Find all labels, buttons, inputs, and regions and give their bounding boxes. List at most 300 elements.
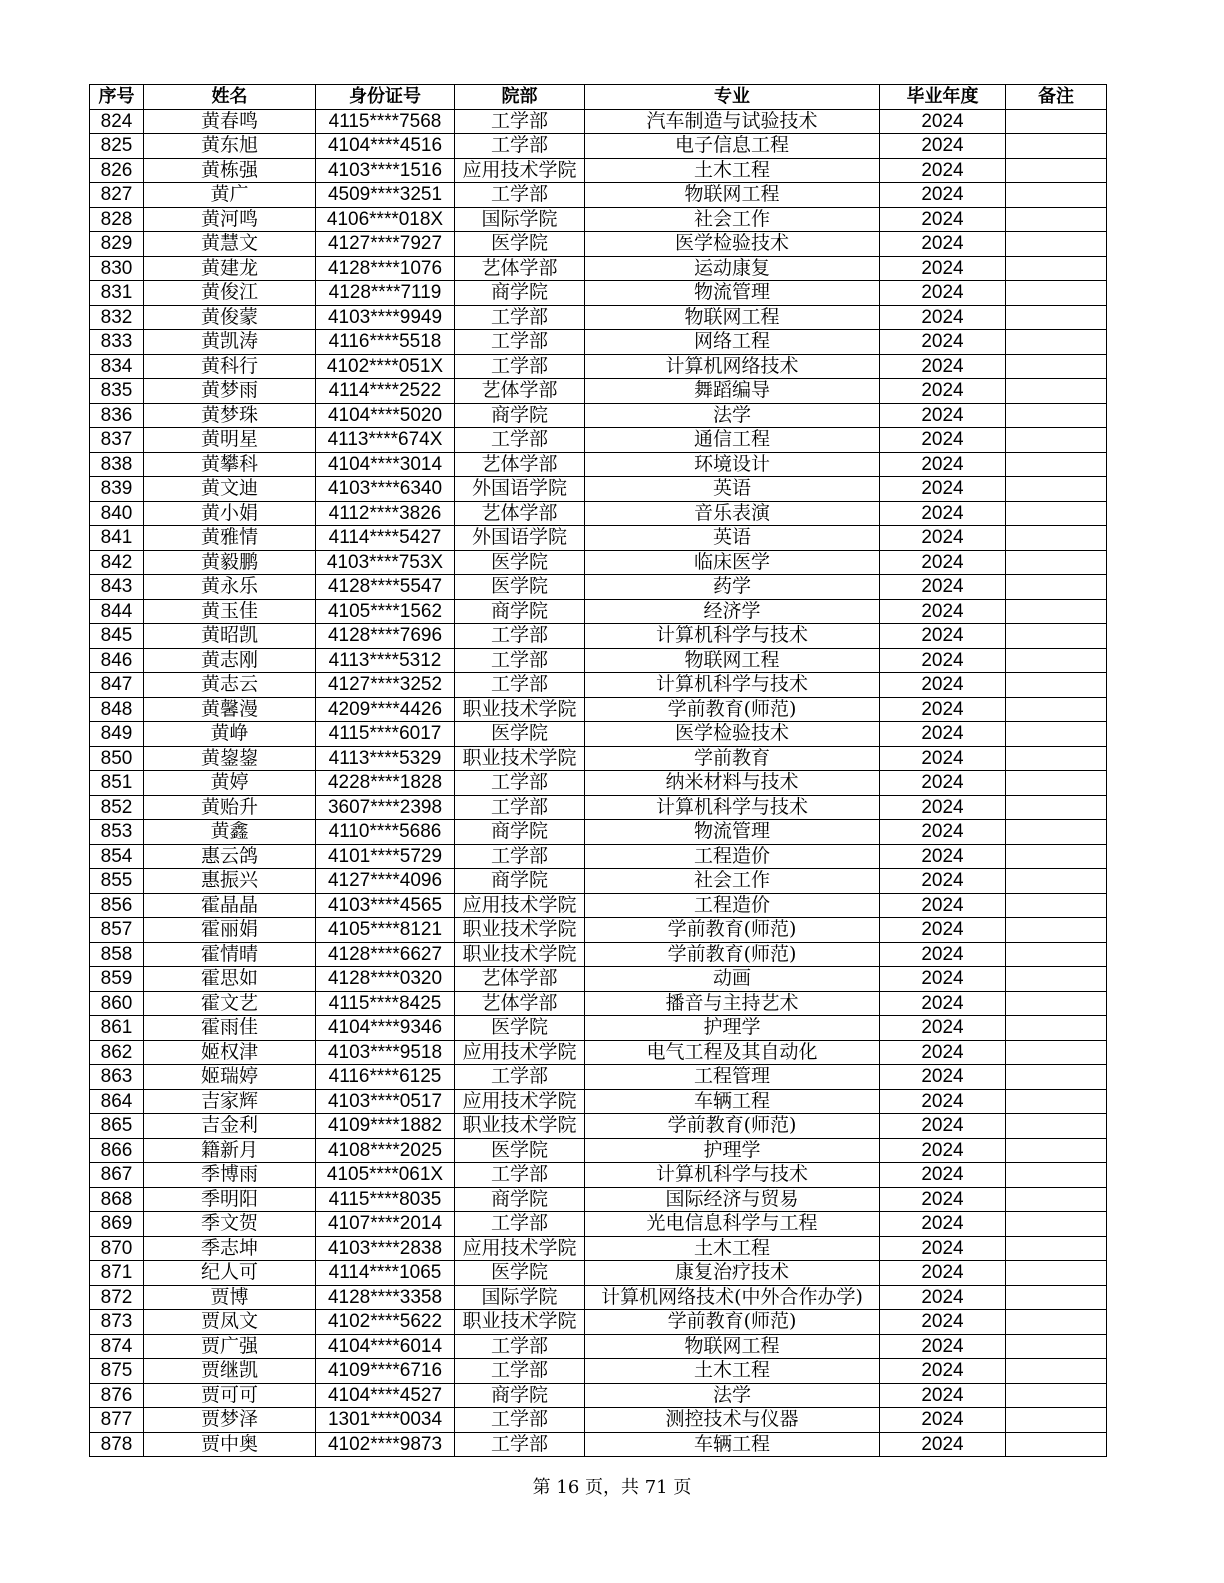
cell-index: 829 — [90, 232, 144, 257]
cell-index: 850 — [90, 746, 144, 771]
cell-department: 应用技术学院 — [455, 158, 585, 183]
cell-index: 830 — [90, 256, 144, 281]
cell-major: 计算机科学与技术 — [585, 673, 880, 698]
cell-index: 844 — [90, 599, 144, 624]
cell-graduation-year: 2024 — [880, 893, 1006, 918]
header-remarks: 备注 — [1006, 85, 1107, 110]
cell-graduation-year: 2024 — [880, 967, 1006, 992]
cell-graduation-year: 2024 — [880, 1236, 1006, 1261]
cell-department: 国际学院 — [455, 1285, 585, 1310]
cell-graduation-year: 2024 — [880, 550, 1006, 575]
cell-remarks — [1006, 1040, 1107, 1065]
cell-department: 职业技术学院 — [455, 697, 585, 722]
cell-remarks — [1006, 820, 1107, 845]
cell-remarks — [1006, 575, 1107, 600]
cell-department: 商学院 — [455, 820, 585, 845]
cell-index: 837 — [90, 428, 144, 453]
cell-remarks — [1006, 1334, 1107, 1359]
cell-id-number: 4128****7119 — [316, 281, 455, 306]
cell-name: 姬权津 — [144, 1040, 316, 1065]
cell-major: 计算机科学与技术 — [585, 795, 880, 820]
cell-major: 英语 — [585, 526, 880, 551]
cell-remarks — [1006, 281, 1107, 306]
cell-department: 工学部 — [455, 624, 585, 649]
cell-graduation-year: 2024 — [880, 109, 1006, 134]
cell-index: 878 — [90, 1432, 144, 1457]
cell-major: 社会工作 — [585, 207, 880, 232]
cell-remarks — [1006, 844, 1107, 869]
cell-name: 吉金利 — [144, 1114, 316, 1139]
cell-remarks — [1006, 624, 1107, 649]
cell-id-number: 4128****6627 — [316, 942, 455, 967]
cell-name: 贾中奥 — [144, 1432, 316, 1457]
cell-remarks — [1006, 869, 1107, 894]
cell-department: 应用技术学院 — [455, 1236, 585, 1261]
table-row — [90, 1138, 1107, 1163]
cell-name: 黄俊蒙 — [144, 305, 316, 330]
cell-id-number: 4109****6716 — [316, 1359, 455, 1384]
cell-remarks — [1006, 550, 1107, 575]
cell-major: 计算机网络技术 — [585, 354, 880, 379]
page-footer: 第 16 页，共 71 页 — [532, 1477, 692, 1498]
cell-department: 商学院 — [455, 403, 585, 428]
header-graduation-year: 毕业年度 — [880, 85, 1006, 110]
cell-id-number: 4115****6017 — [316, 722, 455, 747]
cell-graduation-year: 2024 — [880, 526, 1006, 551]
cell-remarks — [1006, 452, 1107, 477]
cell-name: 黄明星 — [144, 428, 316, 453]
cell-major: 播音与主持艺术 — [585, 991, 880, 1016]
table-row — [90, 1065, 1107, 1090]
cell-graduation-year: 2024 — [880, 158, 1006, 183]
cell-department: 医学院 — [455, 1261, 585, 1286]
cell-name: 黄鋆鋆 — [144, 746, 316, 771]
cell-remarks — [1006, 232, 1107, 257]
cell-name: 黄凯涛 — [144, 330, 316, 355]
cell-graduation-year: 2024 — [880, 256, 1006, 281]
cell-major: 医学检验技术 — [585, 722, 880, 747]
cell-remarks — [1006, 1285, 1107, 1310]
cell-name: 黄婷 — [144, 771, 316, 796]
cell-major: 社会工作 — [585, 869, 880, 894]
cell-remarks — [1006, 1236, 1107, 1261]
cell-department: 工学部 — [455, 1334, 585, 1359]
cell-name: 季明阳 — [144, 1187, 316, 1212]
cell-remarks — [1006, 1383, 1107, 1408]
table-row — [90, 967, 1107, 992]
cell-id-number: 4104****5020 — [316, 403, 455, 428]
cell-major: 临床医学 — [585, 550, 880, 575]
cell-graduation-year: 2024 — [880, 1089, 1006, 1114]
cell-remarks — [1006, 207, 1107, 232]
cell-major: 护理学 — [585, 1016, 880, 1041]
cell-name: 黄毅鹏 — [144, 550, 316, 575]
cell-index: 832 — [90, 305, 144, 330]
table-header-row — [90, 85, 1107, 110]
cell-graduation-year: 2024 — [880, 403, 1006, 428]
cell-major: 土木工程 — [585, 158, 880, 183]
table-row — [90, 820, 1107, 845]
table-row — [90, 795, 1107, 820]
cell-index: 847 — [90, 673, 144, 698]
cell-name: 黄俊江 — [144, 281, 316, 306]
table-row — [90, 183, 1107, 208]
cell-graduation-year: 2024 — [880, 1432, 1006, 1457]
cell-major: 法学 — [585, 403, 880, 428]
cell-index: 824 — [90, 109, 144, 134]
cell-department: 应用技术学院 — [455, 1089, 585, 1114]
cell-major: 药学 — [585, 575, 880, 600]
cell-major: 纳米材料与技术 — [585, 771, 880, 796]
cell-department: 工学部 — [455, 1432, 585, 1457]
cell-remarks — [1006, 109, 1107, 134]
cell-remarks — [1006, 1408, 1107, 1433]
cell-index: 833 — [90, 330, 144, 355]
cell-remarks — [1006, 134, 1107, 159]
cell-remarks — [1006, 1114, 1107, 1139]
cell-remarks — [1006, 1163, 1107, 1188]
cell-department: 工学部 — [455, 1163, 585, 1188]
cell-name: 黄玉佳 — [144, 599, 316, 624]
cell-remarks — [1006, 967, 1107, 992]
cell-index: 870 — [90, 1236, 144, 1261]
table-row — [90, 869, 1107, 894]
cell-remarks — [1006, 1359, 1107, 1384]
cell-name: 黄永乐 — [144, 575, 316, 600]
table-row — [90, 1432, 1107, 1457]
table-row — [90, 697, 1107, 722]
cell-major: 工程管理 — [585, 1065, 880, 1090]
cell-remarks — [1006, 1089, 1107, 1114]
cell-index: 862 — [90, 1040, 144, 1065]
cell-remarks — [1006, 697, 1107, 722]
cell-remarks — [1006, 501, 1107, 526]
cell-department: 商学院 — [455, 281, 585, 306]
cell-index: 874 — [90, 1334, 144, 1359]
cell-index: 855 — [90, 869, 144, 894]
cell-remarks — [1006, 1016, 1107, 1041]
cell-id-number: 4114****1065 — [316, 1261, 455, 1286]
cell-graduation-year: 2024 — [880, 697, 1006, 722]
cell-major: 环境设计 — [585, 452, 880, 477]
cell-remarks — [1006, 673, 1107, 698]
cell-graduation-year: 2024 — [880, 575, 1006, 600]
cell-index: 867 — [90, 1163, 144, 1188]
cell-major: 舞蹈编导 — [585, 379, 880, 404]
cell-name: 黄梦珠 — [144, 403, 316, 428]
table-row — [90, 354, 1107, 379]
table-row — [90, 648, 1107, 673]
cell-major: 运动康复 — [585, 256, 880, 281]
cell-remarks — [1006, 648, 1107, 673]
cell-index: 873 — [90, 1310, 144, 1335]
cell-graduation-year: 2024 — [880, 1187, 1006, 1212]
table-row — [90, 526, 1107, 551]
cell-graduation-year: 2024 — [880, 281, 1006, 306]
cell-index: 852 — [90, 795, 144, 820]
cell-major: 电子信息工程 — [585, 134, 880, 159]
cell-index: 853 — [90, 820, 144, 845]
cell-graduation-year: 2024 — [880, 1383, 1006, 1408]
table-row — [90, 746, 1107, 771]
cell-department: 工学部 — [455, 673, 585, 698]
table-row — [90, 942, 1107, 967]
cell-major: 计算机科学与技术 — [585, 1163, 880, 1188]
cell-name: 季博雨 — [144, 1163, 316, 1188]
table-row — [90, 1040, 1107, 1065]
cell-name: 霍晶晶 — [144, 893, 316, 918]
cell-major: 医学检验技术 — [585, 232, 880, 257]
cell-major: 英语 — [585, 477, 880, 502]
cell-major: 学前教育 — [585, 746, 880, 771]
cell-id-number: 4104****4516 — [316, 134, 455, 159]
cell-graduation-year: 2024 — [880, 820, 1006, 845]
cell-graduation-year: 2024 — [880, 183, 1006, 208]
cell-index: 876 — [90, 1383, 144, 1408]
header-major: 专业 — [585, 85, 880, 110]
cell-id-number: 4104****9346 — [316, 1016, 455, 1041]
cell-department: 医学院 — [455, 550, 585, 575]
cell-graduation-year: 2024 — [880, 869, 1006, 894]
cell-id-number: 4103****9949 — [316, 305, 455, 330]
cell-graduation-year: 2024 — [880, 1408, 1006, 1433]
cell-name: 姬瑞婷 — [144, 1065, 316, 1090]
cell-index: 831 — [90, 281, 144, 306]
cell-index: 869 — [90, 1212, 144, 1237]
table-body — [90, 109, 1107, 1457]
cell-name: 黄鑫 — [144, 820, 316, 845]
cell-remarks — [1006, 1432, 1107, 1457]
cell-graduation-year: 2024 — [880, 207, 1006, 232]
cell-major: 土木工程 — [585, 1359, 880, 1384]
cell-department: 外国语学院 — [455, 477, 585, 502]
table-row — [90, 771, 1107, 796]
cell-name: 黄东旭 — [144, 134, 316, 159]
table-row — [90, 109, 1107, 134]
cell-id-number: 4113****5329 — [316, 746, 455, 771]
cell-remarks — [1006, 403, 1107, 428]
cell-id-number: 4104****4527 — [316, 1383, 455, 1408]
cell-major: 通信工程 — [585, 428, 880, 453]
cell-graduation-year: 2024 — [880, 942, 1006, 967]
cell-graduation-year: 2024 — [880, 305, 1006, 330]
cell-index: 834 — [90, 354, 144, 379]
cell-id-number: 4127****7927 — [316, 232, 455, 257]
cell-graduation-year: 2024 — [880, 501, 1006, 526]
cell-major: 测控技术与仪器 — [585, 1408, 880, 1433]
cell-department: 艺体学部 — [455, 256, 585, 281]
cell-remarks — [1006, 1310, 1107, 1335]
table-row — [90, 1359, 1107, 1384]
cell-major: 国际经济与贸易 — [585, 1187, 880, 1212]
cell-index: 868 — [90, 1187, 144, 1212]
cell-department: 职业技术学院 — [455, 942, 585, 967]
cell-major: 电气工程及其自动化 — [585, 1040, 880, 1065]
cell-name: 霍雨佳 — [144, 1016, 316, 1041]
cell-department: 职业技术学院 — [455, 746, 585, 771]
table-row — [90, 452, 1107, 477]
cell-id-number: 4128****5547 — [316, 575, 455, 600]
cell-department: 应用技术学院 — [455, 893, 585, 918]
cell-id-number: 4115****7568 — [316, 109, 455, 134]
cell-index: 835 — [90, 379, 144, 404]
cell-graduation-year: 2024 — [880, 746, 1006, 771]
cell-index: 827 — [90, 183, 144, 208]
header-id-number: 身份证号 — [316, 85, 455, 110]
cell-major: 学前教育(师范) — [585, 697, 880, 722]
cell-department: 商学院 — [455, 1187, 585, 1212]
cell-index: 854 — [90, 844, 144, 869]
cell-remarks — [1006, 305, 1107, 330]
table-row — [90, 1261, 1107, 1286]
cell-id-number: 4106****018X — [316, 207, 455, 232]
cell-department: 艺体学部 — [455, 452, 585, 477]
cell-name: 黄春鸣 — [144, 109, 316, 134]
cell-major: 经济学 — [585, 599, 880, 624]
cell-department: 职业技术学院 — [455, 1310, 585, 1335]
cell-department: 商学院 — [455, 599, 585, 624]
cell-index: 875 — [90, 1359, 144, 1384]
cell-id-number: 4107****2014 — [316, 1212, 455, 1237]
cell-name: 黄志云 — [144, 673, 316, 698]
cell-index: 843 — [90, 575, 144, 600]
table-row — [90, 428, 1107, 453]
cell-remarks — [1006, 991, 1107, 1016]
cell-id-number: 4127****3252 — [316, 673, 455, 698]
cell-remarks — [1006, 893, 1107, 918]
table-row — [90, 1310, 1107, 1335]
cell-name: 霍丽娟 — [144, 918, 316, 943]
cell-department: 商学院 — [455, 1383, 585, 1408]
cell-graduation-year: 2024 — [880, 428, 1006, 453]
cell-graduation-year: 2024 — [880, 1114, 1006, 1139]
cell-id-number: 4127****4096 — [316, 869, 455, 894]
cell-major: 学前教育(师范) — [585, 942, 880, 967]
cell-index: 872 — [90, 1285, 144, 1310]
cell-department: 工学部 — [455, 183, 585, 208]
cell-id-number: 4116****5518 — [316, 330, 455, 355]
table-row — [90, 158, 1107, 183]
cell-department: 职业技术学院 — [455, 1114, 585, 1139]
cell-department: 工学部 — [455, 330, 585, 355]
cell-department: 艺体学部 — [455, 379, 585, 404]
cell-graduation-year: 2024 — [880, 918, 1006, 943]
cell-department: 国际学院 — [455, 207, 585, 232]
cell-name: 黄馨漫 — [144, 697, 316, 722]
cell-department: 工学部 — [455, 771, 585, 796]
table-row — [90, 1285, 1107, 1310]
cell-index: 856 — [90, 893, 144, 918]
cell-id-number: 1301****0034 — [316, 1408, 455, 1433]
cell-id-number: 4114****5427 — [316, 526, 455, 551]
cell-name: 黄慧文 — [144, 232, 316, 257]
cell-department: 商学院 — [455, 869, 585, 894]
cell-name: 黄栋强 — [144, 158, 316, 183]
cell-id-number: 4112****3826 — [316, 501, 455, 526]
cell-index: 840 — [90, 501, 144, 526]
cell-id-number: 4128****1076 — [316, 256, 455, 281]
cell-graduation-year: 2024 — [880, 1285, 1006, 1310]
cell-name: 黄贻升 — [144, 795, 316, 820]
cell-major: 车辆工程 — [585, 1089, 880, 1114]
cell-major: 计算机科学与技术 — [585, 624, 880, 649]
cell-remarks — [1006, 330, 1107, 355]
cell-graduation-year: 2024 — [880, 1359, 1006, 1384]
cell-major: 物联网工程 — [585, 305, 880, 330]
cell-index: 839 — [90, 477, 144, 502]
cell-id-number: 4115****8425 — [316, 991, 455, 1016]
cell-remarks — [1006, 1212, 1107, 1237]
cell-name: 黄建龙 — [144, 256, 316, 281]
cell-graduation-year: 2024 — [880, 624, 1006, 649]
cell-department: 工学部 — [455, 1065, 585, 1090]
cell-major: 物联网工程 — [585, 648, 880, 673]
cell-id-number: 4115****8035 — [316, 1187, 455, 1212]
cell-department: 职业技术学院 — [455, 918, 585, 943]
cell-name: 黄峥 — [144, 722, 316, 747]
cell-graduation-year: 2024 — [880, 673, 1006, 698]
cell-graduation-year: 2024 — [880, 1310, 1006, 1335]
cell-name: 贾凤文 — [144, 1310, 316, 1335]
cell-index: 845 — [90, 624, 144, 649]
cell-graduation-year: 2024 — [880, 991, 1006, 1016]
cell-graduation-year: 2024 — [880, 1163, 1006, 1188]
table-row — [90, 501, 1107, 526]
cell-department: 工学部 — [455, 134, 585, 159]
cell-index: 841 — [90, 526, 144, 551]
table-row — [90, 599, 1107, 624]
cell-major: 学前教育(师范) — [585, 1310, 880, 1335]
cell-name: 季志坤 — [144, 1236, 316, 1261]
cell-index: 866 — [90, 1138, 144, 1163]
cell-department: 工学部 — [455, 1408, 585, 1433]
cell-index: 864 — [90, 1089, 144, 1114]
cell-index: 825 — [90, 134, 144, 159]
cell-index: 861 — [90, 1016, 144, 1041]
cell-index: 838 — [90, 452, 144, 477]
cell-index: 857 — [90, 918, 144, 943]
cell-name: 吉家辉 — [144, 1089, 316, 1114]
cell-name: 黄志刚 — [144, 648, 316, 673]
table-row — [90, 1114, 1107, 1139]
cell-graduation-year: 2024 — [880, 1334, 1006, 1359]
cell-id-number: 4108****2025 — [316, 1138, 455, 1163]
table-row — [90, 256, 1107, 281]
cell-department: 艺体学部 — [455, 967, 585, 992]
cell-graduation-year: 2024 — [880, 1138, 1006, 1163]
cell-graduation-year: 2024 — [880, 452, 1006, 477]
cell-index: 851 — [90, 771, 144, 796]
cell-name: 贾梦泽 — [144, 1408, 316, 1433]
cell-id-number: 4103****753X — [316, 550, 455, 575]
cell-remarks — [1006, 1187, 1107, 1212]
cell-index: 860 — [90, 991, 144, 1016]
cell-department: 艺体学部 — [455, 501, 585, 526]
cell-name: 贾博 — [144, 1285, 316, 1310]
cell-remarks — [1006, 526, 1107, 551]
cell-department: 工学部 — [455, 354, 585, 379]
cell-major: 计算机网络技术(中外合作办学) — [585, 1285, 880, 1310]
cell-department: 工学部 — [455, 109, 585, 134]
cell-name: 霍文艺 — [144, 991, 316, 1016]
cell-id-number: 4109****1882 — [316, 1114, 455, 1139]
cell-name: 季文贺 — [144, 1212, 316, 1237]
cell-remarks — [1006, 795, 1107, 820]
table-row — [90, 1334, 1107, 1359]
cell-name: 黄攀科 — [144, 452, 316, 477]
cell-remarks — [1006, 722, 1107, 747]
cell-id-number: 4114****2522 — [316, 379, 455, 404]
